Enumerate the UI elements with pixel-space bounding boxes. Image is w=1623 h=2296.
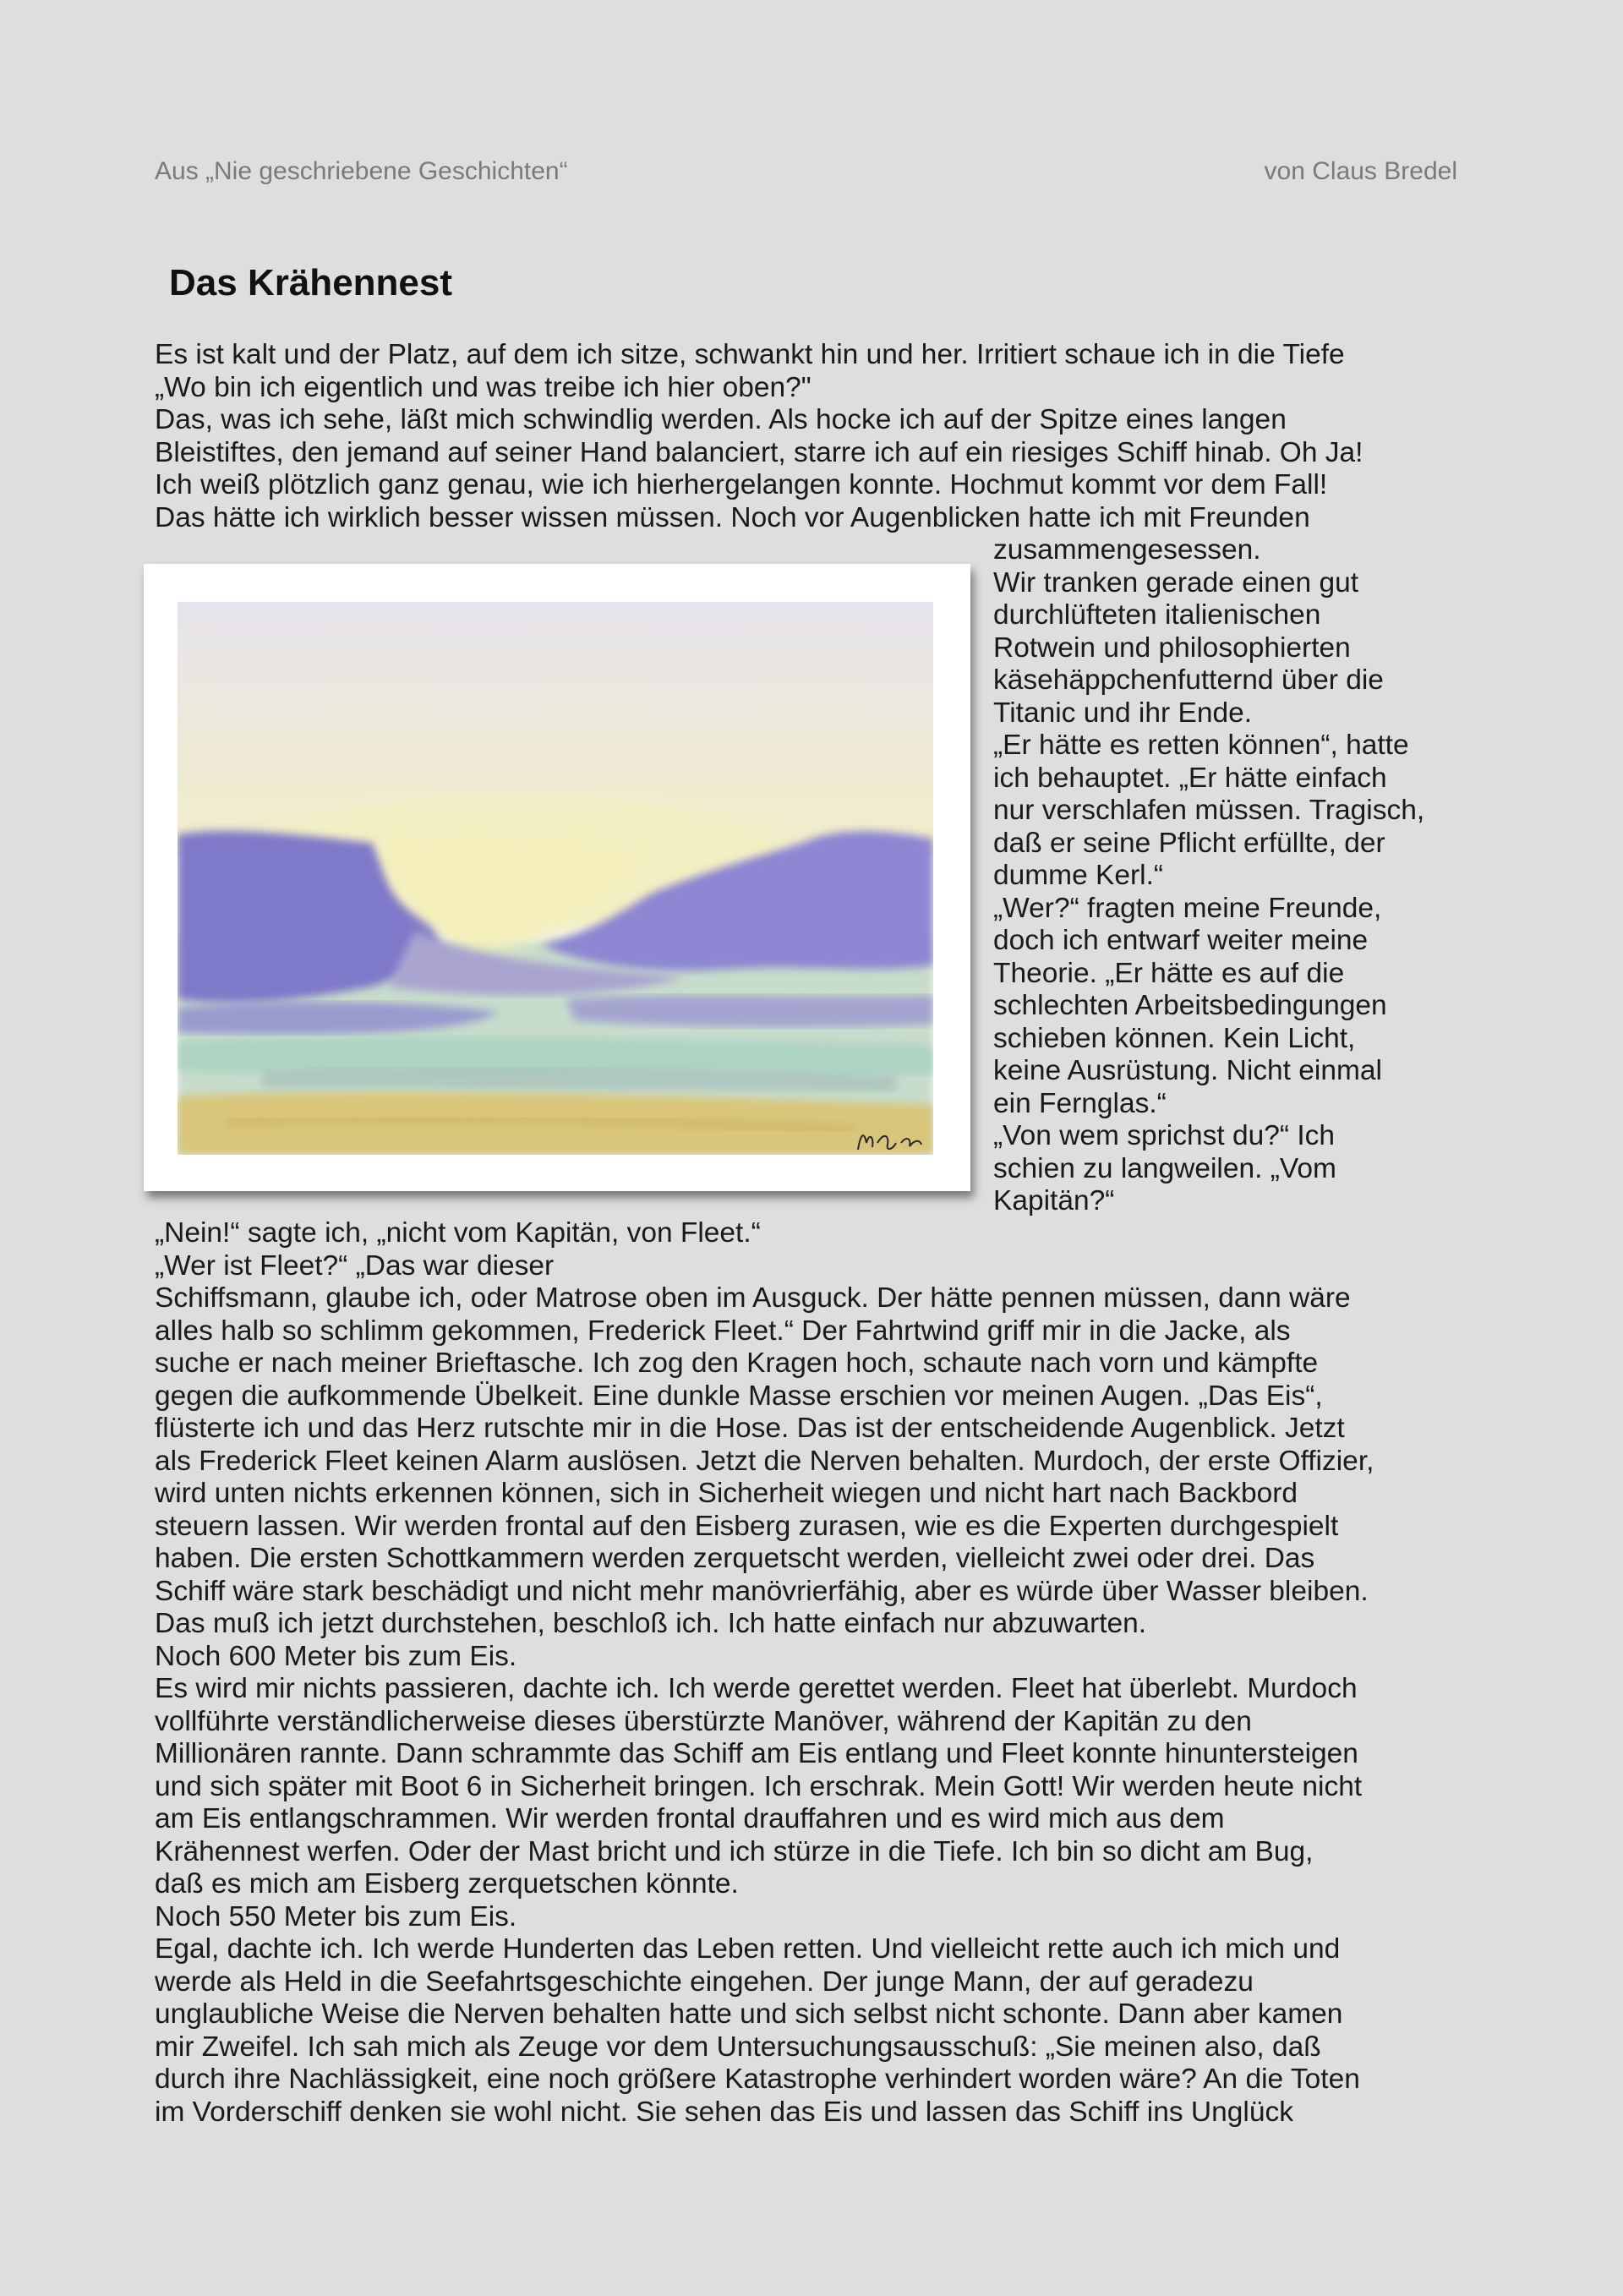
text-line: schieben können. Kein Licht, (993, 1022, 1356, 1054)
text-line: „Wo bin ich eigentlich und was treibe ich hier oben?" (155, 371, 812, 403)
text-line: und sich später mit Boot 6 in Sicherheit bringen. Ich erschrak. Mein Gott! Wir werden heute nicht (155, 1770, 1363, 1802)
text-line: Egal, dachte ich. Ich werde Hunderten das Leben retten. Und vielleicht rette auch ich mich und (155, 1933, 1341, 1965)
text-line: daß er seine Pflicht erfüllte, der (993, 827, 1385, 859)
text-line: Rotwein und philosophierten (993, 631, 1351, 664)
author-name: von Claus Bredel (1264, 157, 1457, 185)
text-line: vollführte verständlicherweise dieses überstürzte Manöver, während der Kapitän zu den (155, 1705, 1252, 1737)
text-line: „Nein!“ sagte ich, „nicht vom Kapitän, von Fleet.“ (155, 1217, 761, 1249)
text-line: Es ist kalt und der Platz, auf dem ich sitze, schwankt hin und her. Irritiert schaue ich in die Tiefe (155, 339, 1345, 370)
text-line: Das, was ich sehe, läßt mich schwindlig werden. Als hocke ich auf der Spitze eines langen (155, 404, 1287, 435)
text-line: Millionären rannte. Dann schrammte das Schiff am Eis entlang und Fleet konnte hinuntersteigen (155, 1738, 1358, 1769)
text-line: gegen die aufkommende Übelkeit. Eine dunkle Masse erschien vor meinen Augen. „Das Eis“, (155, 1380, 1323, 1412)
text-line: käsehäppchenfutternd über die (993, 664, 1384, 696)
text-line: keine Ausrüstung. Nicht einmal (993, 1055, 1382, 1086)
text-line: Schiffsmann, glaube ich, oder Matrose oben im Ausguck. Der hätte pennen müssen, dann wäre (155, 1282, 1351, 1314)
text-line: werde als Held in die Seefahrtsgeschichte eingehen. Der junge Mann, der auf geradezu (155, 1965, 1254, 1998)
text-line: Noch 550 Meter bis zum Eis. (155, 1900, 517, 1932)
text-line: nur verschlafen müssen. Tragisch, (993, 795, 1425, 826)
text-line: mir Zweifel. Ich sah mich als Zeuge vor dem Untersuchungsausschuß: „Sie meinen also, daß (155, 2031, 1321, 2063)
text-line: Krähennest werfen. Oder der Mast bricht und ich stürze in die Tiefe. Ich bin so dicht am Bug, (155, 1835, 1314, 1867)
text-line: Wir tranken gerade einen gut (993, 566, 1359, 599)
text-line: daß es mich am Eisberg zerquetschen könnte. (155, 1868, 739, 1900)
text-line: haben. Die ersten Schottkammern werden zerquetscht werden, vielleicht zwei oder drei. Das (155, 1543, 1315, 1574)
paragraph-main (155, 1217, 1374, 2129)
text-line: Noch 600 Meter bis zum Eis. (155, 1640, 517, 1672)
text-line: „Er hätte es retten können“, hatte (993, 730, 1409, 761)
text-line: im Vorderschiff denken sie wohl nicht. Sie sehen das Eis und lassen das Schiff ins Unglück (155, 2096, 1293, 2128)
text-line: Titanic und ihr Ende. (993, 697, 1253, 729)
text-line: ich behauptet. „Er hätte einfach (993, 762, 1387, 794)
text-line: dumme Kerl.“ (993, 860, 1164, 891)
text-line: durchlüfteten italienischen (993, 599, 1321, 631)
paragraph-side (993, 534, 1424, 1218)
painting-frame (144, 564, 970, 1191)
text-line: schien zu langweilen. „Vom (993, 1152, 1336, 1184)
text-line: durch ihre Nachlässigkeit, eine noch größere Katastrophe verhindert worden wäre? An die Toten (155, 2064, 1360, 2095)
text-line: suche er nach meiner Brieftasche. Ich zog den Kragen hoch, schaute nach vorn und kämpfte (155, 1348, 1319, 1379)
text-line: Das hätte ich wirklich besser wissen müssen. Noch vor Augenblicken hatte ich mit Freunden (155, 501, 1310, 533)
text-line: wird unten nichts erkennen können, sich in Sicherheit wiegen und nicht hart nach Backbord (155, 1478, 1298, 1509)
text-line: Theorie. „Er hätte es auf die (993, 957, 1345, 989)
watercolor-sea-painting (178, 602, 933, 1155)
text-line: ein Fernglas.“ (993, 1087, 1167, 1119)
text-line: zusammengesessen. (993, 534, 1261, 566)
text-line: Bleistiftes, den jemand auf seiner Hand balanciert, starre ich auf ein riesiges Schiff hinab. Oh Ja! (155, 436, 1363, 468)
text-line: Das muß ich jetzt durchstehen, beschloß ich. Ich hatte einfach nur abzuwarten. (155, 1608, 1147, 1639)
text-line: schlechten Arbeitsbedingungen (993, 990, 1387, 1021)
story-title: Das Krähennest (169, 262, 453, 303)
paragraph-intro (155, 339, 1363, 534)
text-line: als Frederick Fleet keinen Alarm auslösen. Jetzt die Nerven behalten. Murdoch, der erste Offizier, (155, 1445, 1374, 1477)
text-line: am Eis entlangschrammen. Wir werden frontal drauffahren und es wird mich aus dem (155, 1803, 1225, 1834)
text-line: doch ich entwarf weiter meine (993, 925, 1369, 956)
text-line: flüsterte ich und das Herz rutschte mir in die Hose. Das ist der entscheidende Augenblick. Jetzt (155, 1413, 1345, 1444)
text-line: „Wer?“ fragten meine Freunde, (993, 892, 1382, 924)
text-line: „Von wem sprichst du?“ Ich (993, 1120, 1336, 1151)
text-line: Es wird mir nichts passieren, dachte ich. Ich werde gerettet werden. Fleet hat überlebt. Murdoch (155, 1673, 1358, 1704)
text-line: Ich weiß plötzlich ganz genau, wie ich hierhergelangen konnte. Hochmut kommt vor dem Fall! (155, 469, 1328, 500)
text-line: Kapitän?“ (993, 1185, 1115, 1216)
text-line: „Wer ist Fleet?“ „Das war dieser (155, 1249, 555, 1282)
text-line: alles halb so schlimm gekommen, Frederick Fleet.“ Der Fahrtwind griff mir in die Jacke, als (155, 1315, 1291, 1347)
text-line: steuern lassen. Wir werden frontal auf den Eisberg zurasen, wie es die Experten durchgespielt (155, 1510, 1339, 1542)
text-line: Schiff wäre stark beschädigt und nicht mehr manövrierfähig, aber es würde über Wasser bleiben. (155, 1575, 1369, 1607)
text-line: unglaubliche Weise die Nerven behalten hatte und sich selbst nicht schonte. Dann aber kamen (155, 1998, 1343, 2030)
book-source: Aus „Nie geschriebene Geschichten“ (155, 157, 568, 185)
